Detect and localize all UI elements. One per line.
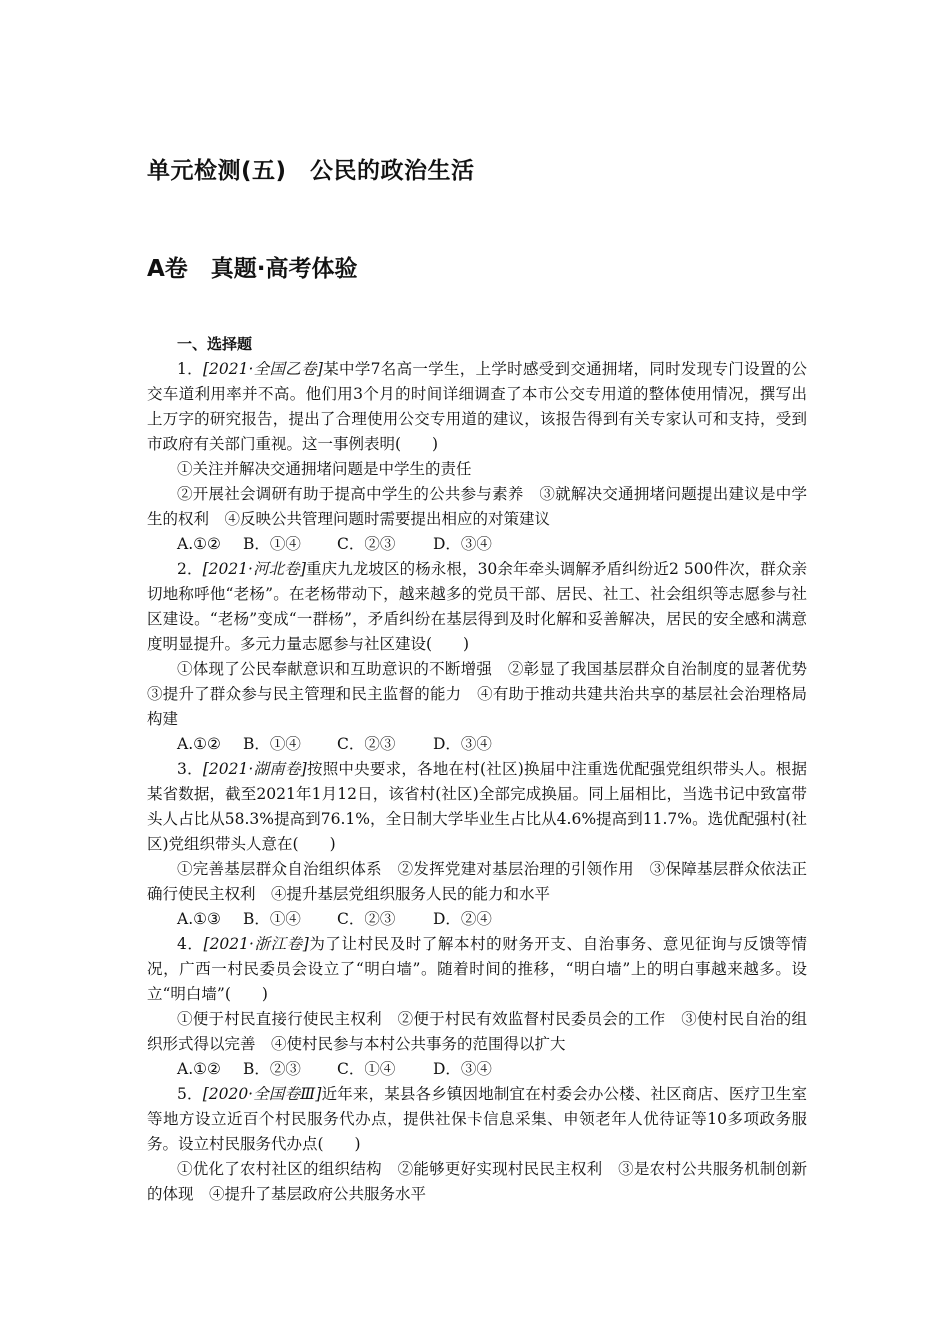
question-number: 3． (177, 760, 203, 778)
option-a: A.①② (177, 1060, 221, 1078)
question-source: [2021·湖南卷] (202, 760, 307, 778)
section-label: 一、选择题 (177, 335, 253, 353)
answer-options (147, 1057, 807, 1082)
question-source: [2021·浙江卷] (203, 935, 309, 953)
statement: ①便于村民直接行使民主权利 ②便于村民有效监督村民委员会的工作 ③使村民自治的组织形式得以完善 ④使村民参与本村公共事务的范围得以扩大 (147, 1010, 807, 1053)
question-source: [2021·河北卷] (202, 560, 306, 578)
option-c: C．②③ (337, 535, 396, 553)
question-stem (147, 932, 807, 1007)
option-c: C．②③ (337, 910, 396, 928)
option-b: B．①④ (243, 535, 301, 553)
statement: ②开展社会调研有助于提高中学生的公共参与素养 ③就解决交通拥堵问题提出建议是中学生的权利 ④反映公共管理问题时需要提出相应的对策建议 (147, 485, 807, 528)
statement: ①关注并解决交通拥堵问题是中学生的责任 (177, 460, 472, 478)
page-title: 单元检测(五) 公民的政治生活 (147, 158, 475, 184)
answer-options (147, 732, 807, 757)
question-number: 5． (177, 1085, 203, 1103)
section-heading: A卷 真题·高考体验 (147, 256, 358, 282)
question-number: 2． (177, 560, 203, 578)
question-3 (147, 757, 807, 932)
statement: ①优化了农村社区的组织结构 ②能够更好实现村民民主权利 ③是农村公共服务机制创新的体现 ④提升了基层政府公共服务水平 (147, 1160, 807, 1203)
answer-options (147, 907, 807, 932)
question-number: 4． (177, 935, 204, 953)
option-d: D．②④ (433, 910, 492, 928)
question-4 (147, 932, 807, 1082)
question-text: 某中学7名高一学生，上学时感受到交通拥堵，同时发现专门设置的公交车道利用率并不高。他们用3个月的时间详细调查了本市公交专用道的整体使用情况，撰写出上万字的研究报告，提出了合理使用公交专用道的建议，该报告得到有关专家认可和支持，受到市政府有关部门重视。这一事例表明( ) (147, 360, 807, 453)
question-stem (147, 557, 807, 657)
question-1 (147, 357, 807, 557)
option-d: D．③④ (433, 735, 492, 753)
question-source: [2020·全国卷Ⅲ] (202, 1085, 322, 1103)
question-source: [2021·全国乙卷] (202, 360, 323, 378)
question-text: 近年来，某县各乡镇因地制宜在村委会办公楼、社区商店、医疗卫生室等地方设立近百个村民服务代办点，提供社保卡信息采集、申领老年人优待证等10多项政务服务。设立村民服务代办点( ) (147, 1085, 807, 1153)
option-b: B．①④ (243, 735, 301, 753)
question-5 (147, 1082, 807, 1207)
option-a: A.①② (177, 735, 221, 753)
statement: ①体现了公民奉献意识和互助意识的不断增强 ②彰显了我国基层群众自治制度的显著优势 ③提升了群众参与民主管理和民主监督的能力 ④有助于推动共建共治共享的基层社会治理格局构建 (147, 660, 823, 728)
question-stem (147, 357, 807, 457)
question-stem (147, 1082, 807, 1157)
statement: ①完善基层群众自治组织体系 ②发挥党建对基层治理的引领作用 ③保障基层群众依法正确行使民主权利 ④提升基层党组织服务人民的能力和水平 (147, 860, 807, 903)
question-text: 重庆九龙坡区的杨永根，30余年牵头调解矛盾纠纷近2 500件次，群众亲切地称呼他“老杨”。在老杨带动下，越来越多的党员干部、居民、社工、社会组织等志愿参与社区建设。“老杨”变成“一群杨”，矛盾纠纷在基层得到及时化解和妥善解决，居民的安全感和满意度明显提升。多元力量志愿参与社区建设( ) (147, 560, 807, 653)
question-number: 1． (177, 360, 203, 378)
question-text: 按照中央要求，各地在村(社区)换届中注重选优配强党组织带头人。根据某省数据，截至2021年1月12日，该省村(社区)全部完成换届。同上届相比，当选书记中致富带头人占比从58.3%提高到76.1%，全日制大学毕业生占比从4.6%提高到11.7%。选优配强村(社区)党组织带头人意在( ) (147, 760, 807, 853)
question-2 (147, 557, 823, 757)
option-d: D．③④ (433, 535, 492, 553)
question-stem (147, 757, 807, 857)
option-b: B．①④ (243, 910, 301, 928)
option-a: A.①② (177, 535, 221, 553)
option-c: C．①④ (337, 1060, 396, 1078)
option-a: A.①③ (177, 910, 221, 928)
question-text: 为了让村民及时了解本村的财务开支、自治事务、意见征询与反馈等情况，广西一村民委员会设立了“明白墙”。随着时间的推移，“明白墙”上的明白事越来越多。设立“明白墙”( ) (147, 935, 807, 1003)
answer-options (147, 532, 807, 557)
option-d: D．③④ (433, 1060, 492, 1078)
question-content (147, 332, 823, 1207)
option-b: B．②③ (243, 1060, 301, 1078)
option-c: C．②③ (337, 735, 396, 753)
